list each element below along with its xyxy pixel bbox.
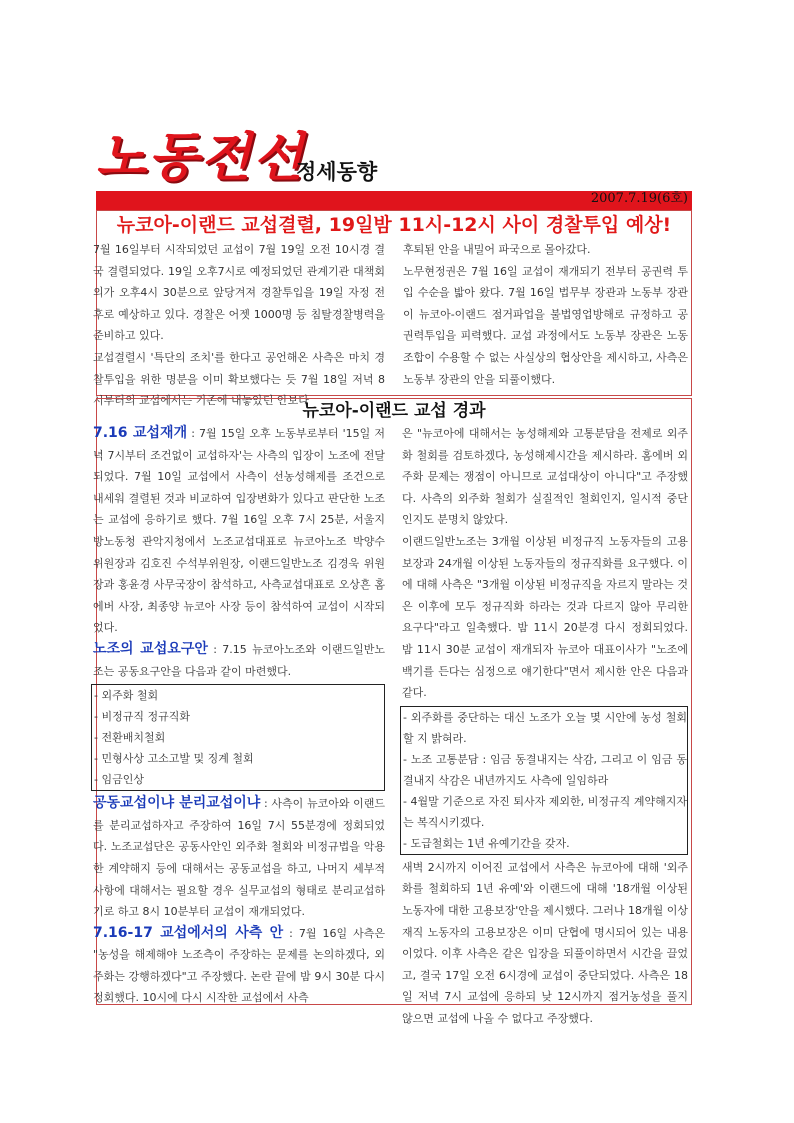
- paragraph: 새벽 2시까지 이어진 교섭에서 사측은 뉴코아에 대해 '외주화를 철회하되 1년 유예'와 이랜드에 대해 '18개월 이상된 노동자에 대한 고용보장'안을 제시했다. 그러나 18개월 이상 재직 노동자의 고용보장은 이미 단협에 명시되어 있는 내용이었다. 이후 사측은 같은 입장을 되풀이하면서 시간을 끌었고, 결국 17일 오전 6시경에 교섭이 중단되었다. 사측은 18일 저녁 7시 교섭에 응하되 낮 12시까지 점거농성을 풀지 않으면 교섭에 나올 수 없다고 주장했다.: [402, 860, 688, 1025]
- section-title: 노조의 교섭요구안: [93, 640, 208, 657]
- section-text: : 7월 15일 오후 노동부로부터 '15일 저녁 7시부터 조건없이 교섭하자'는 사측의 입장이 노조에 전달되었다. 7월 10일 교섭에서 사측이 선농성해제를 조건으로 내세워 결렬된 것과 비교하여 입장변화가 있다고 판단한 노조는 교섭에 응하기로 했다. 7월 16일 오후 7시 25분, 서울지방노동청 관악지청에서 노조교섭대표로 뉴코아노조 박양수 위원장과 김호진 수석부위원장, 이랜드일반노조 김경욱 위원장과 홍윤경 사무국장이 참석하고, 사측교섭대표로 오상흔 홈에버 사장, 최종양 뉴코아 사장 등이 참석하여 교섭이 시작되었다.: [93, 427, 385, 635]
- list-item: - 외주화 철회: [94, 689, 159, 703]
- article-2-headline: 뉴코아-이랜드 교섭 경과: [302, 401, 486, 421]
- list-item: - 전환배치철회: [94, 731, 166, 745]
- masthead-subtitle: 정세동향: [296, 160, 378, 184]
- list-item: - 임금인상: [94, 773, 144, 787]
- article-2-left-column: [93, 423, 385, 1009]
- masthead-logo: 노동전선: [96, 128, 305, 188]
- paragraph: 7월 16일부터 시작되었던 교섭이 7월 19일 오전 10시경 결국 결렬되었다. 19일 오후7시로 예정되었던 관계기관 대책회의가 오후4시 30분으로 앞당겨져 경찰투입을 19일 자정 전후로 예상하고 있다. 경찰은 어젯 1000명 등 침탈경찰병력을 준비하고 있다.: [93, 243, 385, 343]
- paragraph: [93, 793, 385, 923]
- paragraph: 은 "뉴코아에 대해서는 농성해제와 고통분담을 전제로 외주화 철회를 검토하겠다, 농성해제시간을 제시하라. 홈에버 외주화 문제는 쟁점이 아니므로 교섭대상이 아니다"고 주장했다. 사측의 외주화 철회가 실질적인 철회인지, 일시적 중단인지도 분명치 않았다.: [402, 427, 688, 527]
- paragraph: 노무현정권은 7월 16일 교섭이 재개되기 전부터 공권력 투입 수순을 밟아 왔다. 7월 16일 법무부 장관과 노동부 장관이 뉴코아-이랜드 점거파업을 불법영업방해로 규정하고 공권력투입을 피력했다. 교섭 과정에서도 노동부 장관은 노동조합이 수용할 수 없는 사실상의 협상안을 제시하고, 사측은 노동부 장관의 안을 되풀이했다.: [403, 264, 688, 386]
- section-title: 7.16 교섭재개: [93, 425, 188, 441]
- demands-list: [91, 684, 385, 791]
- paragraph: [93, 639, 385, 682]
- list-item: - 도급철회는 1년 유예기간을 갖자.: [403, 836, 570, 850]
- section-text: : 7월 16일 사측은 "농성을 해제해야 노조측이 주장하는 문제를 논의하겠다, 외주화는 강행하겠다"고 주장했다. 논란 끝에 밤 9시 30분 다시 정회했다. 10시에 다시 시작한 교섭에서 사측: [93, 926, 385, 1005]
- article-2: [93, 398, 692, 1025]
- paragraph: [93, 923, 385, 1009]
- paragraph: 후퇴된 안을 내밀어 파국으로 몰아갔다.: [403, 243, 591, 256]
- paragraph: 이랜드일반노조는 3개월 이상된 비정규직 노동자들의 고용보장과 24개월 이상된 노동자들의 정규직화를 요구했다. 이에 대해 사측은 "3개월 이상된 비정규직을 자르지 말라는 것은 이후에 모두 정규직화 하라는 것과 다르지 않아 무리한 요구다"라고 일축했다. 밤 11시 20분경 다시 정회되었다. 밤 11시 30분 교섭이 재개되자 뉴코아 대표이사가 "노조에 백기를 든다는 심정으로 얘기한다"면서 제시한 안은 다음과 같다.: [402, 534, 688, 700]
- paragraph: 교섭결렬시 '특단의 조치'를 한다고 공언해온 사측은 마치 경찰투입을 위한 명분을 이미 확보했다는 듯 7월 18일 저녁 8시부터의 교섭에서는 기존에 내놓았던 안보다: [93, 350, 385, 408]
- list-item: - 민형사상 고소고발 및 징계 철회: [94, 752, 254, 766]
- article-1: [93, 210, 692, 408]
- section-text: : 사측이 뉴코아와 이랜드를 분리교섭하자고 주장하여 16일 7시 55분경에 정회되었다. 노조교섭단은 공동사안인 외주화 철회와 비정규법을 악용한 계약해지 등에 대해서는 공동교섭을 하고, 나머지 세부적 사항에 대해서는 필요할 경우 실무교섭의 형태로 분리교섭하기로 하고 8시 10분부터 교섭이 재개되었다.: [93, 797, 385, 919]
- offers-list: [400, 706, 688, 855]
- section-title: 공동교섭이냐 분리교섭이냐: [93, 795, 261, 812]
- article-1-right-column: [403, 239, 688, 390]
- section-text: : 7.15 뉴코아노조와 이랜드일반노조는 공동요구안을 다음과 같이 마련했다.: [93, 642, 385, 678]
- list-item: - 노조 고통분담 : 임금 동결내지는 삭감, 그리고 이 임금 동결내지 삭감은 내년까지도 사측에 일임하라: [403, 752, 687, 787]
- section-title: 7.16-17 교섭에서의 사측 안: [93, 924, 284, 941]
- list-item: - 4월말 기준으로 자진 퇴사자 제외한, 비정규직 계약해지자는 복직시키겠다.: [403, 794, 687, 829]
- article-2-right-column: [402, 423, 688, 1029]
- paragraph: [93, 423, 385, 639]
- article-1-left-column: [93, 239, 385, 412]
- list-item: - 비정규직 정규직화: [94, 710, 190, 724]
- list-item: - 외주화를 중단하는 대신 노조가 오늘 몇 시안에 농성 철회할 지 밝혀라.: [403, 710, 687, 745]
- issue-date: 2007.7.19(6호): [590, 191, 688, 206]
- article-1-headline: 뉴코아-이랜드 교섭결렬, 19일밤 11시-12시 사이 경찰투입 예상!: [116, 214, 672, 236]
